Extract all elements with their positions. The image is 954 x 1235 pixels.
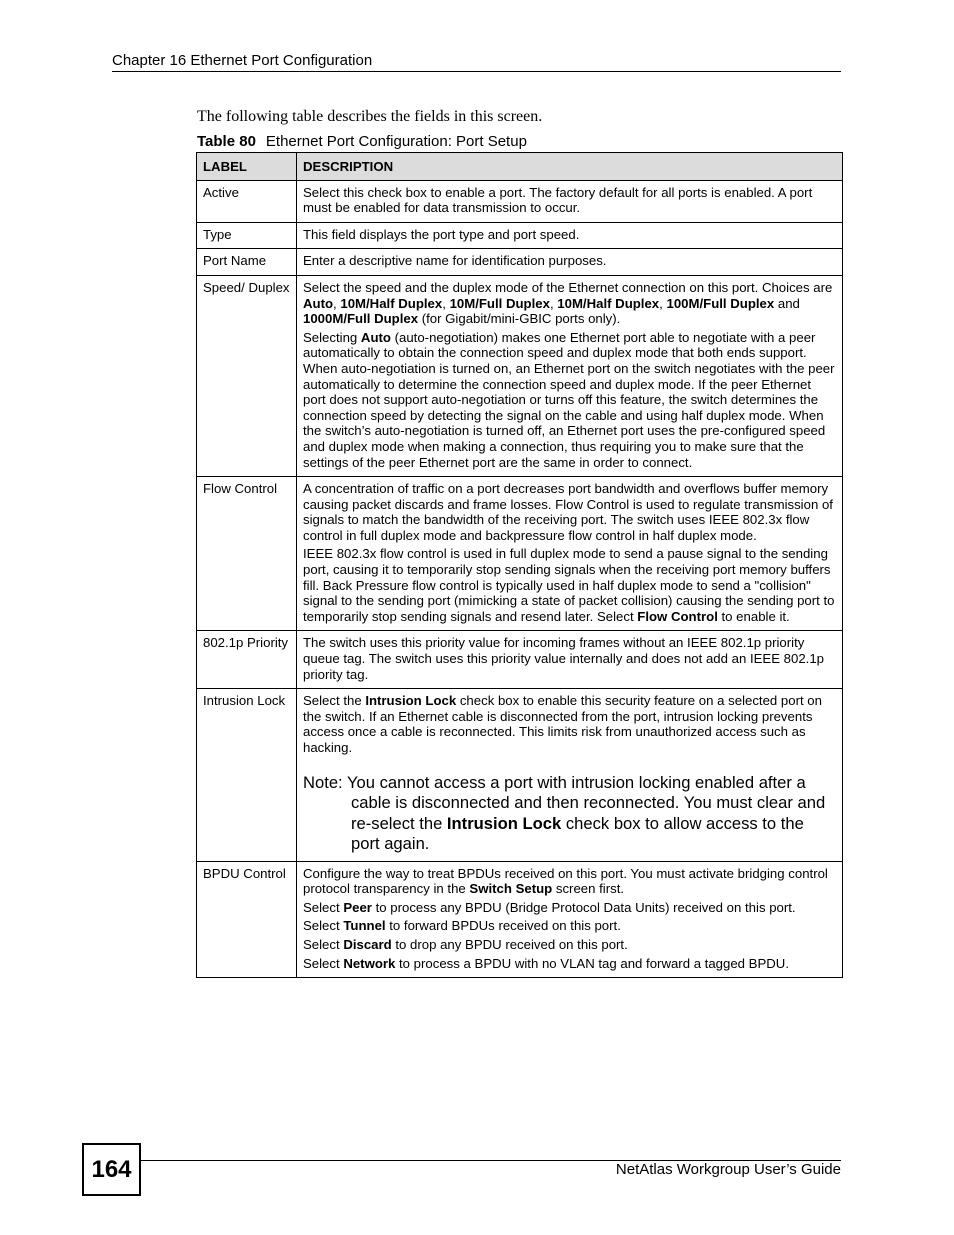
table-body — [197, 180, 843, 978]
text-run: and — [774, 295, 800, 311]
page-number: 164 — [82, 1143, 141, 1196]
guide-title: NetAtlas Workgroup User’s Guide — [615, 1161, 841, 1178]
text-run: check box to enable this security feature on a selected port on the switch. If an Ethernet cable is disconnected from the port, intrusion locking prevents access once a cable is reconnected. This limits risk from unauthorized access such as hacking. — [303, 693, 822, 755]
bold-term: 10M/Half Duplex — [557, 295, 660, 311]
text-run: Note: You cannot access a port with intrusion locking enabled after a cable is disconnected and then reconnected. You must clear and re-select the — [303, 772, 826, 833]
text-run: IEEE 802.3x flow control is used in full duplex mode to send a pause signal to the sending port, causing it to temporarily stop sending signals when the receiving port memory buffers fill. Back Pressure flow control is typically used in half duplex mode to send a "collision" signal to the sending port (mimicking a state of packet collision) causing the sending port to temporarily stop sending signals and resend later. Select — [303, 546, 835, 624]
table-row — [197, 249, 843, 276]
text-run: Enter a descriptive name for identification purposes. — [303, 253, 607, 269]
note-text — [303, 773, 836, 855]
text-run: , — [659, 295, 667, 311]
text-run: to process any BPDU (Bridge Protocol Data Units) received on this port. — [371, 899, 796, 915]
description-paragraph — [303, 956, 836, 972]
field-description — [297, 180, 843, 222]
bold-term: 100M/Full Duplex — [666, 295, 775, 311]
text-run: The switch uses this priority value for incoming frames without an IEEE 802.1p priority queue tag. The switch uses this priority value internally and does not add an IEEE 802.1p priority tag. — [303, 635, 824, 682]
text-run: check box to allow access to the port again. — [351, 813, 804, 854]
field-description — [297, 275, 843, 476]
text-run: Configure the way to treat BPDUs received on this port. You must activate bridging control protocol transparency in the — [303, 865, 828, 897]
bold-term: Peer — [343, 899, 372, 915]
bold-term: Auto — [360, 329, 391, 345]
field-description — [297, 689, 843, 861]
description-column-header: DESCRIPTION — [297, 153, 843, 181]
chapter-header: Chapter 16 Ethernet Port Configuration — [112, 52, 373, 69]
field-description — [297, 861, 843, 978]
port-setup-table — [196, 152, 843, 978]
text-run: (for Gigabit/mini-GBIC ports only). — [418, 311, 621, 327]
description-paragraph — [303, 546, 836, 624]
text-run: Select — [303, 899, 344, 915]
table-header-row — [197, 153, 843, 181]
table-row — [197, 275, 843, 476]
text-run: , — [442, 295, 450, 311]
text-run: to process a BPDU with no VLAN tag and forward a tagged BPDU. — [395, 955, 789, 971]
description-paragraph — [303, 185, 836, 216]
bold-term: 1000M/Full Duplex — [303, 311, 419, 327]
field-description — [297, 631, 843, 689]
text-run: to forward BPDUs received on this port. — [385, 918, 621, 934]
field-description — [297, 222, 843, 249]
field-label: BPDU Control — [197, 861, 297, 978]
description-paragraph — [303, 635, 836, 682]
table-row — [197, 477, 843, 631]
field-label: Active — [197, 180, 297, 222]
field-label: Port Name — [197, 249, 297, 276]
description-paragraph — [303, 330, 836, 470]
field-description — [297, 477, 843, 631]
text-run: Select the — [303, 693, 366, 709]
bold-term: Auto — [303, 295, 334, 311]
table-row — [197, 689, 843, 861]
text-run: to drop any BPDU received on this port. — [391, 936, 628, 952]
bold-term: Tunnel — [343, 918, 386, 934]
bold-term: Flow Control — [637, 608, 718, 624]
bold-term: Network — [343, 955, 396, 971]
description-paragraph — [303, 918, 836, 934]
table-row — [197, 861, 843, 978]
bold-term: Switch Setup — [469, 881, 553, 897]
text-run: , — [333, 295, 341, 311]
description-paragraph — [303, 227, 836, 243]
field-label: Speed/ Duplex — [197, 275, 297, 476]
text-run: Selecting — [303, 329, 361, 345]
text-run: to enable it. — [717, 608, 790, 624]
text-run: Select this check box to enable a port. The factory default for all ports is enabled. A port must be enabled for data transmission to occur. — [303, 184, 813, 216]
description-paragraph — [303, 937, 836, 953]
description-paragraph — [303, 693, 836, 755]
field-label: Type — [197, 222, 297, 249]
text-run: screen first. — [552, 881, 625, 897]
table-caption — [197, 133, 527, 150]
description-paragraph — [303, 866, 836, 897]
field-label: 802.1p Priority — [197, 631, 297, 689]
text-run: Select — [303, 936, 344, 952]
field-label: Intrusion Lock — [197, 689, 297, 861]
text-run: , — [549, 295, 558, 311]
header-divider — [112, 71, 841, 72]
text-run: This field displays the port type and port speed. — [303, 226, 580, 242]
description-paragraph — [303, 481, 836, 543]
table-row — [197, 180, 843, 222]
field-label: Flow Control — [197, 477, 297, 631]
field-description — [297, 249, 843, 276]
description-paragraph — [303, 280, 836, 327]
bold-term: 10M/Full Duplex — [449, 295, 550, 311]
text-run: (auto-negotiation) makes one Ethernet port able to negotiate with a peer automatically to obtain the connection speed and duplex mode that both ends support. When auto-negotiation is turned on, an Ethernet port on the switch negotiates with the peer automatically to determine the connection speed and duplex mode. If the peer Ethernet port does not support auto-negotiation or turns off this feature, the switch determines the connection speed by detecting the signal on the cable and using half duplex mode. When the switch’s auto-negotiation is turned off, an Ethernet port uses the pre-configured speed and duplex mode when making a connection, thus requiring you to make sure that the settings of the peer Ethernet port are the same in order to connect. — [303, 329, 835, 470]
text-run: Select the speed and the duplex mode of the Ethernet connection on this port. Choices are — [303, 279, 833, 295]
label-column-header: LABEL — [197, 153, 297, 181]
table-row — [197, 222, 843, 249]
table-row — [197, 631, 843, 689]
table-title: Ethernet Port Configuration: Port Setup — [265, 133, 527, 150]
table-number: Table 80 — [197, 133, 256, 150]
bold-term: Discard — [343, 936, 392, 952]
intro-text: The following table describes the fields in this screen. — [197, 108, 543, 125]
bold-term: Intrusion Lock — [365, 693, 457, 709]
text-run: Select — [303, 918, 344, 934]
bold-term: Intrusion Lock — [446, 813, 562, 833]
text-run: Select — [303, 955, 344, 971]
description-paragraph — [303, 900, 836, 916]
description-paragraph — [303, 253, 836, 269]
text-run: A concentration of traffic on a port decreases port bandwidth and overflows buffer memory causing packet discards and frame losses. Flow Control is used to regulate transmission of signals to match the bandwidth of the receiving port. The switch uses IEEE 802.3x flow control in full duplex mode and backpressure flow control in half duplex mode. — [303, 481, 833, 543]
bold-term: 10M/Half Duplex — [340, 295, 443, 311]
